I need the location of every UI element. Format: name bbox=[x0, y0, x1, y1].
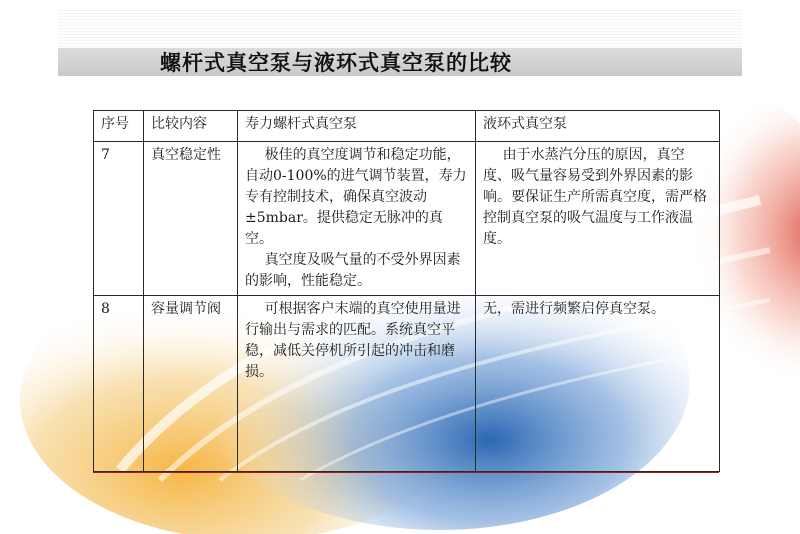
row-screw-text bbox=[238, 296, 476, 472]
header-liquid-ring-pump: 液环式真空泵 bbox=[476, 111, 720, 142]
table-header-row bbox=[94, 111, 720, 142]
screw-paragraph: 极佳的真空度调节和稳定功能，自动0-100%的进气调节装置，寿力专有控制技术，确保真空波动±5mbar。提供稳定无脉冲的真空。 bbox=[245, 147, 467, 247]
row-no: 7 bbox=[94, 142, 144, 296]
comparison-table bbox=[93, 110, 720, 472]
table-row bbox=[94, 296, 720, 472]
row-ring-text bbox=[476, 296, 720, 472]
table-row bbox=[94, 142, 720, 296]
row-no: 8 bbox=[94, 296, 144, 472]
header-no: 序号 bbox=[94, 111, 144, 142]
screw-paragraph: 可根据客户末端的真空使用量进行输出与需求的匹配。系统真空平稳，减低关停机所引起的冲击和磨损。 bbox=[245, 301, 461, 380]
header-item: 比较内容 bbox=[144, 111, 238, 142]
row-item: 容量调节阀 bbox=[144, 296, 238, 472]
row-item: 真空稳定性 bbox=[144, 142, 238, 296]
slide-title: 螺杆式真空泵与液环式真空泵的比较 bbox=[160, 50, 512, 75]
ring-paragraph: 由于水蒸汽分压的原因，真空度、吸气量容易受到外界因素的影响。要保证生产所需真空度，需严格控制真空泵的吸气温度与工作液温度。 bbox=[483, 147, 707, 247]
row-screw-text bbox=[238, 142, 476, 296]
table-bottom-rule bbox=[93, 472, 719, 473]
row-ring-text bbox=[476, 142, 720, 296]
ring-paragraph: 无，需进行频繁启停真空泵。 bbox=[483, 301, 665, 317]
header-screw-pump: 寿力螺杆式真空泵 bbox=[238, 111, 476, 142]
screw-paragraph: 真空度及吸气量的不受外界因素的影响，性能稳定。 bbox=[245, 252, 461, 289]
